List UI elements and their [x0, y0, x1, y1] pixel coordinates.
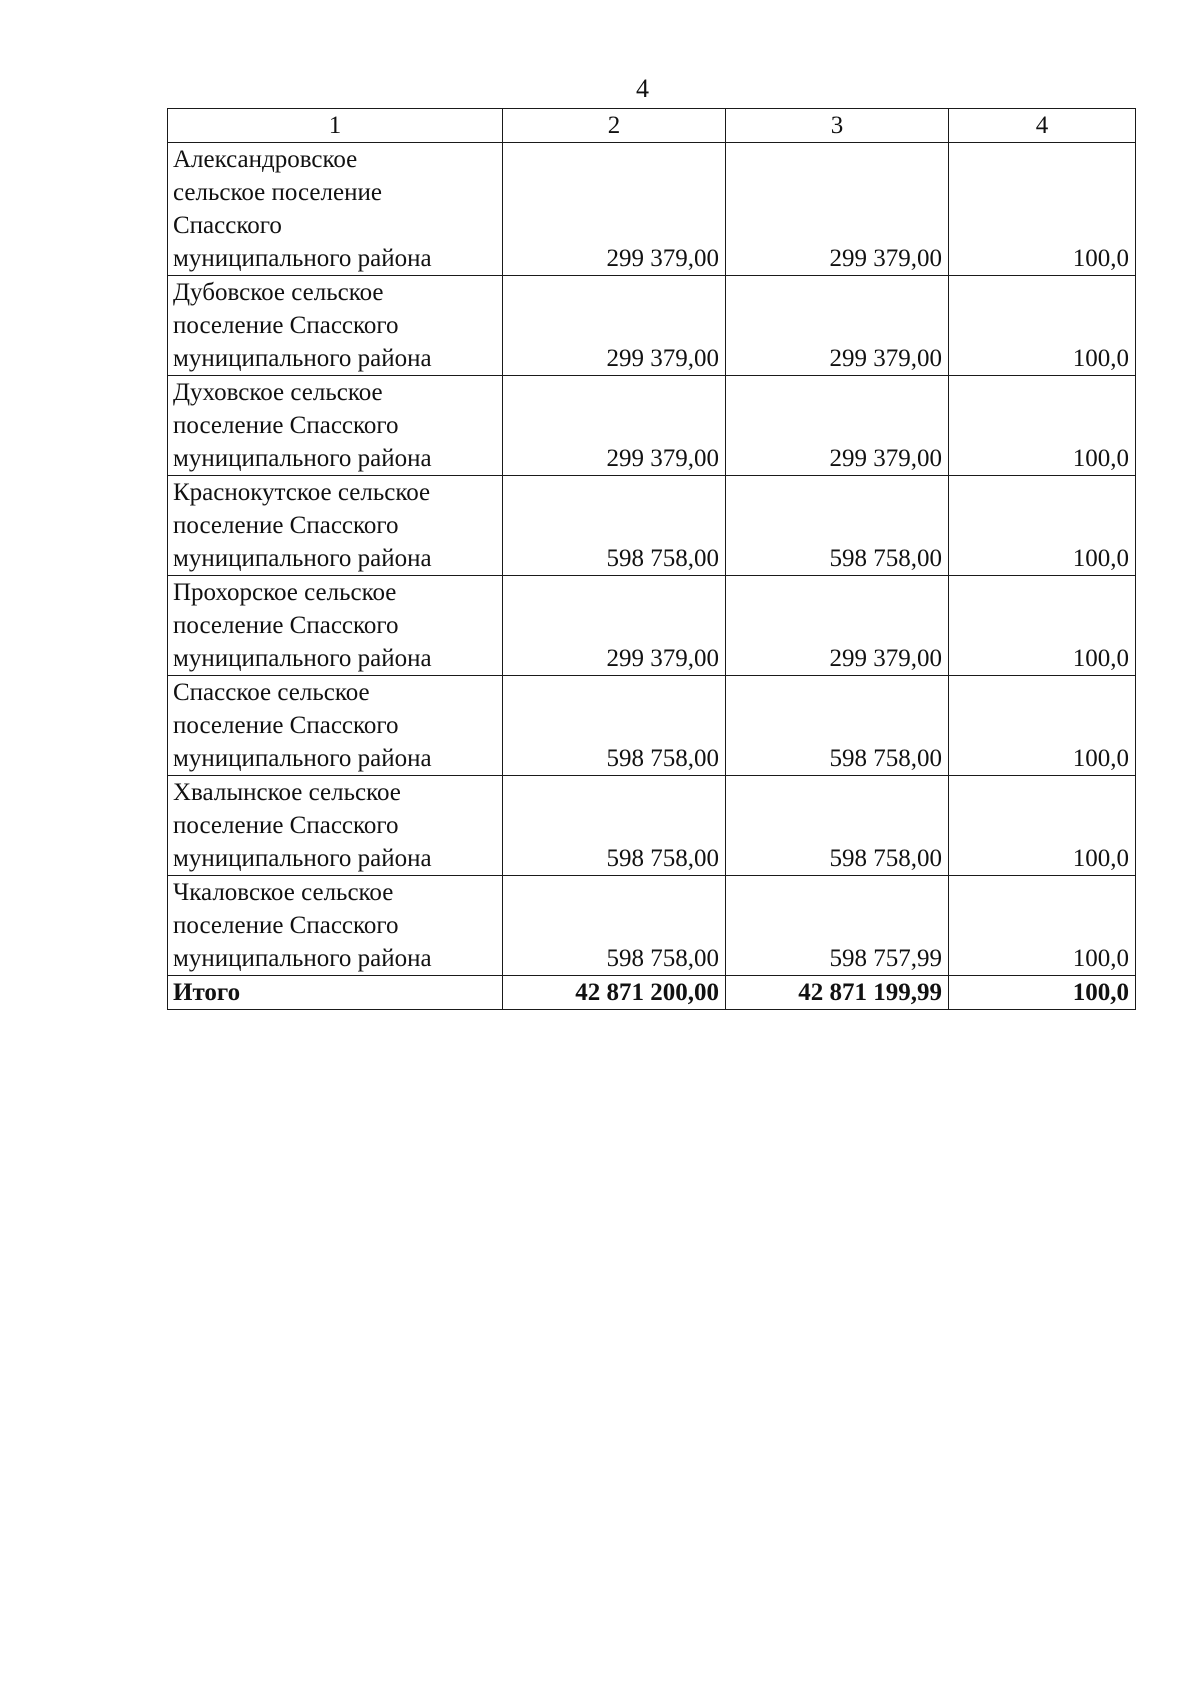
total-col3-value: 42 871 199,99	[726, 976, 949, 1010]
settlement-name-cell	[168, 143, 503, 276]
col3-value-cell: 299 379,00	[726, 376, 949, 476]
settlement-name-line: поселение Спасского	[173, 412, 399, 439]
col2-value-cell: 299 379,00	[503, 576, 726, 676]
col4-value-cell: 100,0	[949, 676, 1136, 776]
table-row	[168, 676, 1136, 776]
settlement-name-line: Прохорское сельское	[173, 579, 397, 606]
settlement-name-line: поселение Спасского	[173, 812, 399, 839]
settlement-name-cell	[168, 276, 503, 376]
settlement-name-line: муниципального района	[173, 645, 432, 672]
col3-value-cell: 299 379,00	[726, 576, 949, 676]
settlement-name-line: муниципального района	[173, 845, 432, 872]
col4-value-cell: 100,0	[949, 876, 1136, 976]
settlement-name-line: Спасского	[173, 212, 282, 239]
settlement-name-line: муниципального района	[173, 445, 432, 472]
settlement-name-cell	[168, 476, 503, 576]
settlement-name-cell	[168, 676, 503, 776]
table-row	[168, 876, 1136, 976]
settlement-name-line: муниципального района	[173, 345, 432, 372]
settlement-name-line: Александровское	[173, 146, 358, 173]
table-row	[168, 376, 1136, 476]
column-header: 1	[168, 109, 503, 143]
col4-value-cell: 100,0	[949, 776, 1136, 876]
table-row	[168, 476, 1136, 576]
col3-value-cell: 299 379,00	[726, 276, 949, 376]
settlement-name-line: поселение Спасского	[173, 512, 399, 539]
settlement-name-line: сельское поселение	[173, 179, 382, 206]
settlement-name-cell	[168, 576, 503, 676]
allocation-table	[167, 108, 1136, 1010]
col4-value-cell: 100,0	[949, 376, 1136, 476]
table-header-row	[168, 109, 1136, 143]
settlement-name-cell	[168, 376, 503, 476]
page-number: 4	[636, 74, 649, 103]
settlement-name-line: поселение Спасского	[173, 912, 399, 939]
total-col2-value: 42 871 200,00	[503, 976, 726, 1010]
col2-value-cell: 598 758,00	[503, 676, 726, 776]
col2-value-cell: 598 758,00	[503, 476, 726, 576]
settlement-name-line: муниципального района	[173, 745, 432, 772]
col2-value-cell: 299 379,00	[503, 143, 726, 276]
column-header: 2	[503, 109, 726, 143]
settlement-name-line: муниципального района	[173, 945, 432, 972]
col3-value-cell: 598 758,00	[726, 776, 949, 876]
settlement-name-line: Духовское сельское	[173, 379, 383, 406]
settlement-name-line: поселение Спасского	[173, 712, 399, 739]
settlement-name-line: Чкаловское сельское	[173, 879, 394, 906]
col2-value-cell: 299 379,00	[503, 276, 726, 376]
settlement-name-line: Краснокутское сельское	[173, 479, 431, 506]
total-label: Итого	[168, 976, 503, 1010]
settlement-name-line: Спасское сельское	[173, 679, 370, 706]
col4-value-cell: 100,0	[949, 476, 1136, 576]
col4-value-cell: 100,0	[949, 576, 1136, 676]
col3-value-cell: 598 758,00	[726, 476, 949, 576]
total-col4-value: 100,0	[949, 976, 1136, 1010]
settlement-name-line: муниципального района	[173, 245, 432, 272]
col3-value-cell: 299 379,00	[726, 143, 949, 276]
column-header: 4	[949, 109, 1136, 143]
settlement-name-cell	[168, 776, 503, 876]
settlement-name-cell	[168, 876, 503, 976]
column-header: 3	[726, 109, 949, 143]
settlement-name-line: муниципального района	[173, 545, 432, 572]
table-row	[168, 576, 1136, 676]
table-row	[168, 276, 1136, 376]
settlement-name-line: поселение Спасского	[173, 612, 399, 639]
total-row	[168, 976, 1136, 1010]
col3-value-cell: 598 758,00	[726, 676, 949, 776]
table-row	[168, 143, 1136, 276]
settlement-name-line: поселение Спасского	[173, 312, 399, 339]
col3-value-cell: 598 757,99	[726, 876, 949, 976]
table-body	[168, 109, 1136, 1010]
col2-value-cell: 598 758,00	[503, 776, 726, 876]
col2-value-cell: 299 379,00	[503, 376, 726, 476]
col2-value-cell: 598 758,00	[503, 876, 726, 976]
settlement-name-line: Дубовское сельское	[173, 279, 384, 306]
settlement-name-line: Хвалынское сельское	[173, 779, 401, 806]
col4-value-cell: 100,0	[949, 276, 1136, 376]
table-row	[168, 776, 1136, 876]
col4-value-cell: 100,0	[949, 143, 1136, 276]
